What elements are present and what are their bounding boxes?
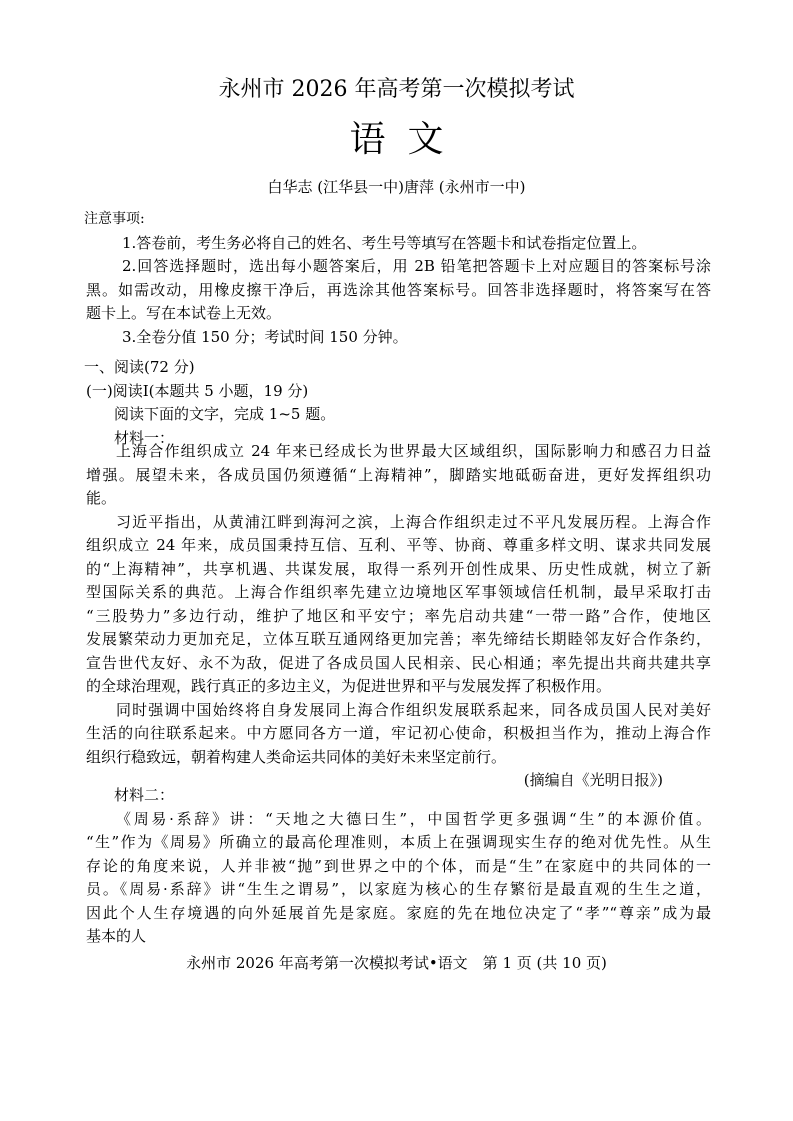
material-1-line: 发展繁荣动力更加充足，立体互联互通网络更加完善；率先缔结长期睦邻友好合作条约， (86, 630, 711, 648)
material-1-label: 材料一： (114, 428, 175, 447)
material-1-line: 宣告世代友好、永不为敌，促进了各成员国人民相亲、民心相通；率先提出共商共建共享 (86, 653, 711, 672)
material-2-label: 材料二： (114, 786, 175, 804)
material-2-line: 因此个人生存境遇的向外延展首先是家庭。家庭的先在地位决定了“孝”“尊亲”成为最 (86, 903, 711, 922)
material-1-line: 习近平指出，从黄浦江畔到海河之滨，上海合作组织走过不平凡发展历程。上海合作 (116, 512, 711, 531)
notice-item-3: 3.全卷分值 150 分；考试时间 150 分钟。 (122, 327, 408, 346)
material-1-line: 的“上海精神”，共享机遇、共谋发展，取得一系列开创性成果、历史性成就，树立了新 (86, 559, 711, 578)
notice-item-2-line-3: 题卡上。写在本试卷上无效。 (86, 304, 282, 322)
material-1-line: “三股势力”多边行动，维护了地区和平安宁；率先启动共建“一带一路”合作，使地区 (86, 606, 711, 625)
material-1-line: 组织行稳致远，朝着构建人类命运共同体的美好未来坚定前行。 (86, 747, 507, 766)
material-2-line: 员。《周易·系辞》讲“生生之谓易”，以家庭为核心的生存繁衍是最直观的生生之道， (86, 880, 711, 898)
material-2-line: 基本的人 (86, 927, 147, 945)
material-2-line: 存论的角度来说，人并非被“抛”到世界之中的个体，而是“生”在家庭中的共同体的一 (86, 856, 711, 875)
subject-title: 语文 (349, 119, 466, 160)
material-1-line: 上海合作组织成立 24 年来已经成长为世界最大区域组织，国际影响力和感召力日益 (116, 442, 711, 460)
authors-line: 白华志 (江华县一中)唐萍 (永州市一中) (267, 178, 526, 196)
reading-section (86, 356, 711, 450)
material-2-line: 《周易·系辞》讲：“天地之大德曰生”，中国哲学更多强调“生”的本源价值。 (116, 809, 711, 828)
notice-item-2-line-2: 黑。如需改动，用橡皮擦干净后，再选涂其他答案标号。回答非选择题时，将答案写在答 (86, 280, 711, 299)
material-1-line: 增强。展望未来，各成员国仍须遵循“上海精神”，脚踏实地砥砺奋进，更好发挥组织功 (86, 465, 711, 484)
section-instruction: 阅读下面的文字，完成 1~5 题。 (114, 405, 336, 423)
material-1-line: 组织成立 24 年来，成员国秉持互信、互利、平等、协商、尊重多样文明、谋求共同发展 (86, 536, 711, 554)
material-1-line: 能。 (86, 489, 117, 507)
exam-title: 永州市 2026 年高考第一次模拟考试 (218, 77, 575, 102)
material-1-source: (摘编自《光明日报》) (523, 771, 663, 789)
material-2-body (86, 784, 711, 949)
material-1-line: 生活的向往联系起来。中方愿同各方一道，牢记初心使命，积极担当作为，推动上海合作 (86, 724, 711, 742)
section-sub-heading: (一)阅读Ⅰ(本题共 5 小题，19 分) (86, 381, 309, 400)
material-1-line: 的全球治理观，践行真正的多边主义，为促进世界和平与发展发挥了积极作用。 (86, 677, 612, 695)
section-heading: 一、阅读(72 分) (84, 358, 195, 376)
material-1-body (86, 440, 711, 793)
notice-section (86, 208, 711, 349)
material-2-line: “生”作为《周易》所确立的最高伦理准则，本质上在强调现实生存的绝对优先性。从生 (86, 833, 711, 851)
notice-heading: 注意事项: (84, 211, 145, 227)
page-footer: 永州市 2026 年高考第一次模拟考试•语文 第 1 页 (共 10 页) (186, 954, 607, 972)
notice-item-1: 1.答卷前，考生务必将自己的姓名、考生号等填写在答题卡和试卷指定位置上。 (122, 233, 647, 252)
material-1-line: 同时强调中国始终将自身发展同上海合作组织发展联系起来，同各成员国人民对美好 (116, 700, 711, 719)
material-1-line: 型国际关系的典范。上海合作组织率先建立边境地区军事领域信任机制，最早采取打击 (86, 583, 711, 601)
notice-item-2-line-1: 2.回答选择题时，选出每小题答案后，用 2B 铅笔把答题卡上对应题目的答案标号涂 (122, 257, 711, 275)
